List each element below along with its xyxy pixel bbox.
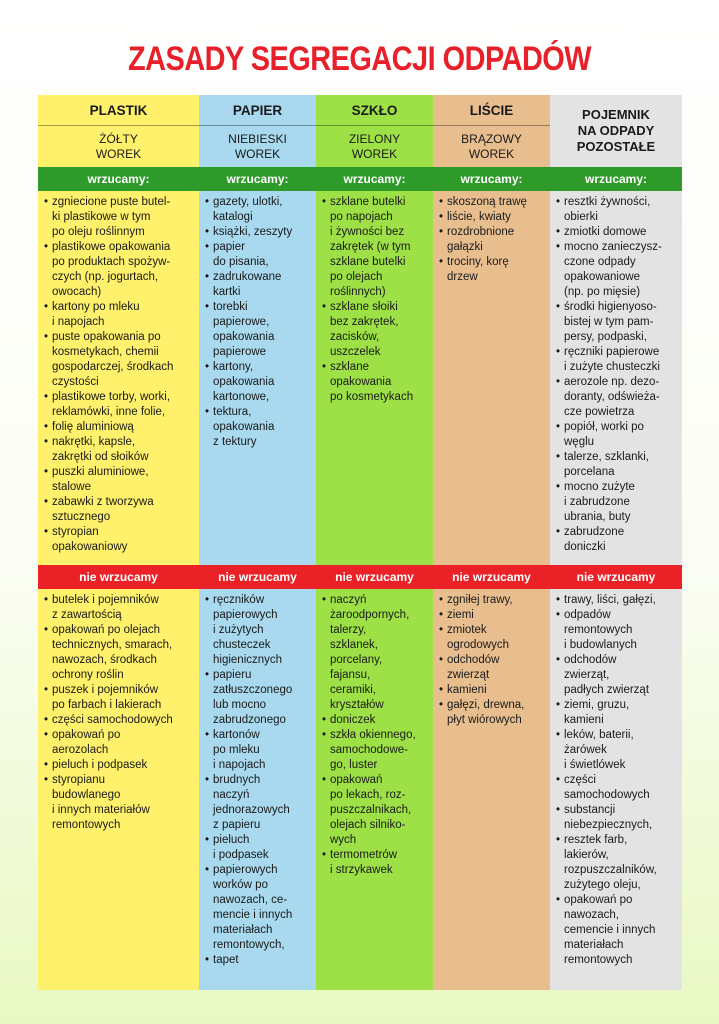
list-item: • odchodów zwierząt: [439, 653, 550, 683]
header-papier: PAPIER: [199, 95, 316, 125]
list-item: • ręczniki papierowe i zużyte chusteczki: [556, 345, 682, 375]
no-items-plastik: [38, 589, 199, 833]
yes-items-liscie: [433, 191, 550, 285]
list-item: • opakowań po olejach technicznych, smarach, nawozach, środkach ochrony roślin: [44, 623, 199, 683]
list-item: • kartony po mleku i napojach: [44, 300, 199, 330]
list-item: • środki higienyoso- bistej w tym pam- persy, podpaski,: [556, 300, 682, 345]
list-item: • książki, zeszyty: [205, 225, 316, 240]
list-item: • kartony, opakowania kartonowe,: [205, 360, 316, 405]
bag-label-plastik: ŻÓŁTY WOREK: [38, 125, 199, 167]
no-items-liscie: [433, 589, 550, 728]
list-item: • naczyń żaroodpornych, talerzy, szklanek, porcelany, fajansu, ceramiki, kryształów: [322, 593, 433, 713]
wrzucamy-bar-plastik: wrzucamy:: [38, 167, 199, 191]
no-list-plastik: [38, 589, 199, 990]
yes-list-pozostale: [550, 191, 682, 565]
nie-wrzucamy-bar-szklo: nie wrzucamy: [316, 565, 433, 589]
bag-label-papier: NIEBIESKI WOREK: [199, 125, 316, 167]
yes-list-plastik: [38, 191, 199, 565]
wrzucamy-bar-pozostale: wrzucamy:: [550, 167, 682, 191]
list-item: • ręczników papierowych i zużytych chusteczek higienicznych: [205, 593, 316, 668]
list-item: • opakowań po nawozach, cemencie i innych materiałach remontowych: [556, 893, 682, 968]
list-item: • odpadów remontowych i budowlanych: [556, 608, 682, 653]
list-item: • resztek farb, lakierów, rozpuszczalników, zużytego oleju,: [556, 833, 682, 893]
list-item: • zgniłej trawy,: [439, 593, 550, 608]
list-item: • rozdrobnione gałązki: [439, 225, 550, 255]
header-pojemnik-pozostale: POJEMNIK NA ODPADY POZOSTAŁE: [550, 95, 682, 167]
list-item: • pieluch i podpasek: [44, 758, 199, 773]
list-item: • tapet: [205, 953, 316, 968]
nie-wrzucamy-bar-pozostale: nie wrzucamy: [550, 565, 682, 589]
list-item: • papieru zatłuszczonego lub mocno zabrudzonego: [205, 668, 316, 728]
list-item: • odchodów zwierząt, padłych zwierząt: [556, 653, 682, 698]
list-item: • trawy, liści, gałęzi,: [556, 593, 682, 608]
yes-list-papier: [199, 191, 316, 565]
list-item: • papierowych worków po nawozach, ce- mencie i innych materiałach remontowych,: [205, 863, 316, 953]
yes-list-liscie: [433, 191, 550, 565]
list-item: • liście, kwiaty: [439, 210, 550, 225]
list-item: • puszki aluminiowe, stalowe: [44, 465, 199, 495]
list-item: • zabrudzone doniczki: [556, 525, 682, 555]
list-item: • aerozole np. dezo- doranty, odświeża- cze powietrza: [556, 375, 682, 420]
nie-wrzucamy-bar-plastik: nie wrzucamy: [38, 565, 199, 589]
list-item: • styropian opakowaniowy: [44, 525, 199, 555]
wrzucamy-bar-papier: wrzucamy:: [199, 167, 316, 191]
list-item: • popiół, worki po węglu: [556, 420, 682, 450]
no-list-szklo: [316, 589, 433, 990]
list-item: • ziemi: [439, 608, 550, 623]
list-item: • folię aluminiową: [44, 420, 199, 435]
list-item: • talerze, szklanki, porcelana: [556, 450, 682, 480]
no-list-papier: [199, 589, 316, 990]
wrzucamy-bar-szklo: wrzucamy:: [316, 167, 433, 191]
list-item: • plastikowe opakowania po produktach spożyw- czych (np. jogurtach, owocach): [44, 240, 199, 300]
list-item: • trociny, korę drzew: [439, 255, 550, 285]
list-item: • opakowań po lekach, roz- puszczalnikach, olejach silniko- wych: [322, 773, 433, 848]
header-szklo: SZKŁO: [316, 95, 433, 125]
list-item: • leków, baterii, żarówek i świetlówek: [556, 728, 682, 773]
list-item: • gazety, ulotki, katalogi: [205, 195, 316, 225]
list-item: • styropianu budowlanego i innych materiałów remontowych: [44, 773, 199, 833]
wrzucamy-bar-liscie: wrzucamy:: [433, 167, 550, 191]
list-item: • tektura, opakowania z tektury: [205, 405, 316, 450]
no-items-szklo: [316, 589, 433, 878]
yes-items-papier: [199, 191, 316, 450]
list-item: • gałęzi, drewna, płyt wiórowych: [439, 698, 550, 728]
list-item: • mocno zużyte i zabrudzone ubrania, buty: [556, 480, 682, 525]
list-item: • opakowań po aerozolach: [44, 728, 199, 758]
list-item: • szklane opakowania po kosmetykach: [322, 360, 433, 405]
list-item: • zgniecione puste butel- ki plastikowe w tym po oleju roślinnym: [44, 195, 199, 240]
nie-wrzucamy-bar-papier: nie wrzucamy: [199, 565, 316, 589]
list-item: • części samochodowych: [44, 713, 199, 728]
list-item: • substancji niebezpiecznych,: [556, 803, 682, 833]
yes-list-szklo: [316, 191, 433, 565]
no-items-papier: [199, 589, 316, 968]
no-items-pozostale: [550, 589, 682, 968]
list-item: • zmiotki domowe: [556, 225, 682, 240]
list-item: • szklane słoiki bez zakrętek, zacisków, uszczelek: [322, 300, 433, 360]
list-item: • brudnych naczyń jednorazowych z papieru: [205, 773, 316, 833]
list-item: • zadrukowane kartki: [205, 270, 316, 300]
bag-label-szklo: ZIELONY WOREK: [316, 125, 433, 167]
list-item: • kamieni: [439, 683, 550, 698]
list-item: • nakrętki, kapsle, zakrętki od słoików: [44, 435, 199, 465]
list-item: • papier do pisania,: [205, 240, 316, 270]
list-item: • puszek i pojemników po farbach i lakierach: [44, 683, 199, 713]
yes-items-pozostale: [550, 191, 682, 555]
list-item: • torebki papierowe, opakowania papierowe: [205, 300, 316, 360]
list-item: • skoszoną trawę: [439, 195, 550, 210]
page-title: ZASADY SEGREGACJI ODPADÓW: [127, 40, 592, 78]
list-item: • butelek i pojemników z zawartością: [44, 593, 199, 623]
list-item: • części samochodowych: [556, 773, 682, 803]
list-item: • ziemi, gruzu, kamieni: [556, 698, 682, 728]
list-item: • resztki żywności, obierki: [556, 195, 682, 225]
list-item: • szklane butelki po napojach i żywności bez zakrętek (w tym szklane butelki po olejach roślinnych): [322, 195, 433, 300]
list-item: • zabawki z tworzywa sztucznego: [44, 495, 199, 525]
bag-label-liscie: BRĄZOWY WOREK: [433, 125, 550, 167]
list-item: • plastikowe torby, worki, reklamówki, inne folie,: [44, 390, 199, 420]
list-item: • puste opakowania po kosmetykach, chemii gospodarczej, środkach czystości: [44, 330, 199, 390]
list-item: • kartonów po mleku i napojach: [205, 728, 316, 773]
segregation-table: [38, 95, 682, 990]
header-liscie: LIŚCIE: [433, 95, 550, 125]
list-item: • doniczek: [322, 713, 433, 728]
header-plastik: PLASTIK: [38, 95, 199, 125]
list-item: • zmiotek ogrodowych: [439, 623, 550, 653]
list-item: • termometrów i strzykawek: [322, 848, 433, 878]
list-item: • pieluch i podpasek: [205, 833, 316, 863]
yes-items-plastik: [38, 191, 199, 555]
yes-items-szklo: [316, 191, 433, 405]
list-item: • mocno zanieczysz- czone odpady opakowaniowe (np. po mięsie): [556, 240, 682, 300]
nie-wrzucamy-bar-liscie: nie wrzucamy: [433, 565, 550, 589]
no-list-pozostale: [550, 589, 682, 990]
list-item: • szkła okiennego, samochodowe- go, luster: [322, 728, 433, 773]
no-list-liscie: [433, 589, 550, 990]
